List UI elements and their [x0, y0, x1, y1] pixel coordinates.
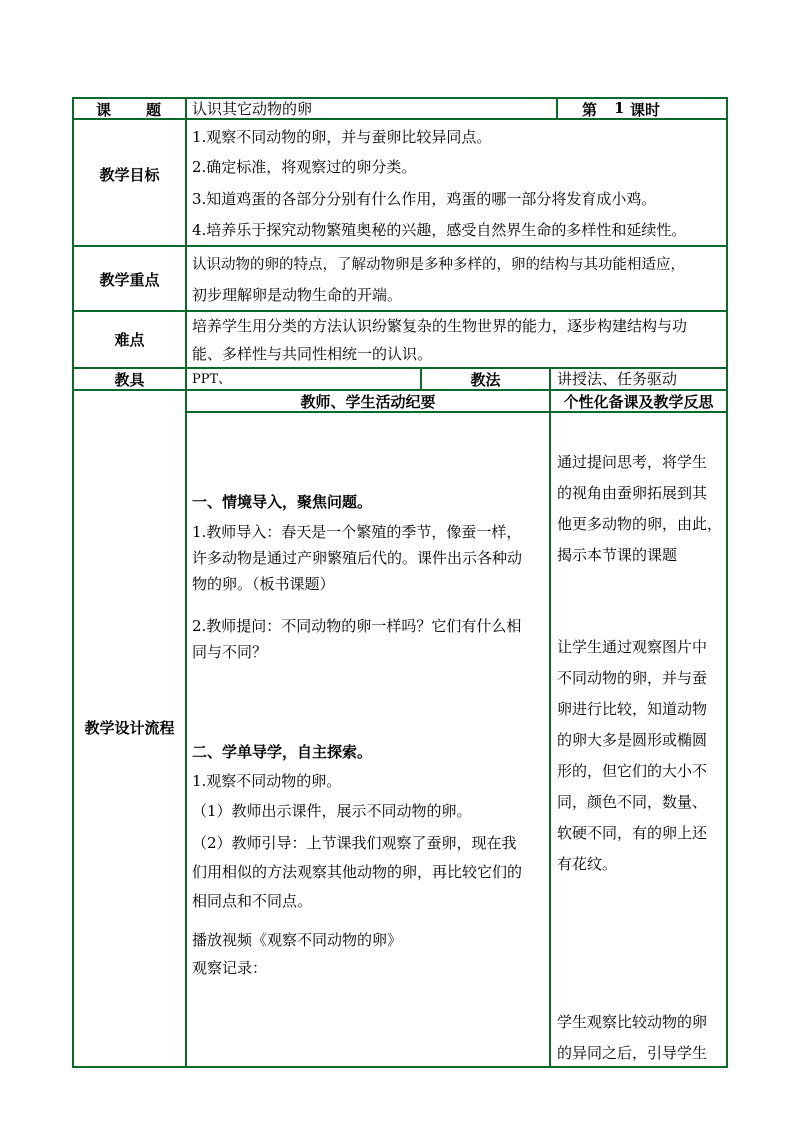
objective-item: 3.知道鸡蛋的各部分分别有什么作用，鸡蛋的哪一部分将发育成小鸡。: [192, 190, 657, 208]
reflection-note: 学生观察比较动物的卵 的异同之后，引导学生: [557, 1013, 708, 1062]
section-title: 二、学单导学，自主探索。: [192, 743, 373, 761]
reflection-note: 让学生通过观察图片中 不同动物的卵，并与蚕 卵进行比较，知道动物 的卵大多是圆形或椭圆 形的，但它们的大小不 同，颜色不同，数量、 软硬不同，有的卵上还 有花纹。: [557, 638, 708, 873]
activity-line: 1.观察不同动物的卵。: [192, 772, 342, 790]
row-divider-objectives: [72, 245, 728, 247]
difficulties-line: 培养学生用分类的方法认识纷繁复杂的生物世界的能力，逐步构建结构与功: [192, 317, 688, 335]
lesson-label-b: 课时: [630, 101, 661, 119]
col-header-reflection: 个性化备课及教学反思: [563, 393, 714, 411]
method-label: 教法: [470, 371, 501, 389]
border-right: [726, 97, 728, 1068]
objective-item: 4.培养乐于探究动物繁殖奥秘的兴趣，感受自然界生命的多样性和延续性。: [192, 221, 687, 239]
activity-paragraph: （2）教师引导：上节课我们观察了蚕卵，现在我 们用相似的方法观察其他动物的卵，再比较它们的 相同点和不同点。: [192, 834, 523, 910]
label-ti: 题: [146, 101, 162, 119]
tools-label: 教具: [114, 371, 145, 389]
col-divider-label: [185, 97, 187, 1068]
lesson-label-a: 第: [582, 101, 598, 119]
activity-paragraph: 1.教师导入：春天是一个繁殖的季节，像蚕一样， 许多动物是通过产卵繁殖后代的。课件出示各种动 物的卵。（板书课题）: [192, 523, 523, 593]
label-ke: 课: [96, 101, 112, 119]
difficulties-label: 难点: [114, 331, 145, 349]
activity-line: 播放视频《观察不同动物的卵》: [192, 931, 403, 949]
objectives-label: 教学目标: [99, 166, 160, 184]
objective-item: 2.确定标准，将观察过的卵分类。: [192, 158, 417, 176]
difficulties-line: 能、多样性与共同性相统一的认识。: [192, 345, 433, 363]
method-value: 讲授法、任务驱动: [557, 370, 678, 388]
lesson-number: 1: [614, 99, 625, 117]
tools-value: PPT、: [192, 372, 232, 387]
border-left: [72, 97, 74, 1068]
objective-item: 1.观察不同动物的卵，并与蚕卵比较异同点。: [192, 128, 492, 146]
design-label: 教学设计流程: [84, 719, 175, 737]
activity-line: 观察记录：: [192, 959, 268, 977]
lesson-title: 认识其它动物的卵: [192, 100, 313, 118]
keypoints-label: 教学重点: [99, 271, 160, 289]
col-divider-reflection: [549, 389, 551, 1068]
reflection-note: 通过提问思考，将学生 的视角由蚕卵拓展到其 他更多动物的卵，由此， 揭示本节课的课题: [557, 453, 723, 564]
keypoints-line: 初步理解卵是动物生命的开端。: [192, 286, 403, 304]
keypoints-line: 认识动物的卵的特点，了解动物卵是多种多样的，卵的结构与其功能相适应，: [192, 257, 685, 273]
activity-line: （1）教师出示课件，展示不同动物的卵。: [192, 802, 472, 820]
section-title: 一、情境导入，聚焦问题。: [192, 493, 373, 511]
row-divider-keypoints: [72, 310, 728, 312]
col-divider-lesson: [556, 97, 558, 120]
activity-paragraph: 2.教师提问：不同动物的卵一样吗？它们有什么相 同与不同？: [192, 617, 522, 661]
col-header-activity: 教师、学生活动纪要: [300, 393, 436, 411]
